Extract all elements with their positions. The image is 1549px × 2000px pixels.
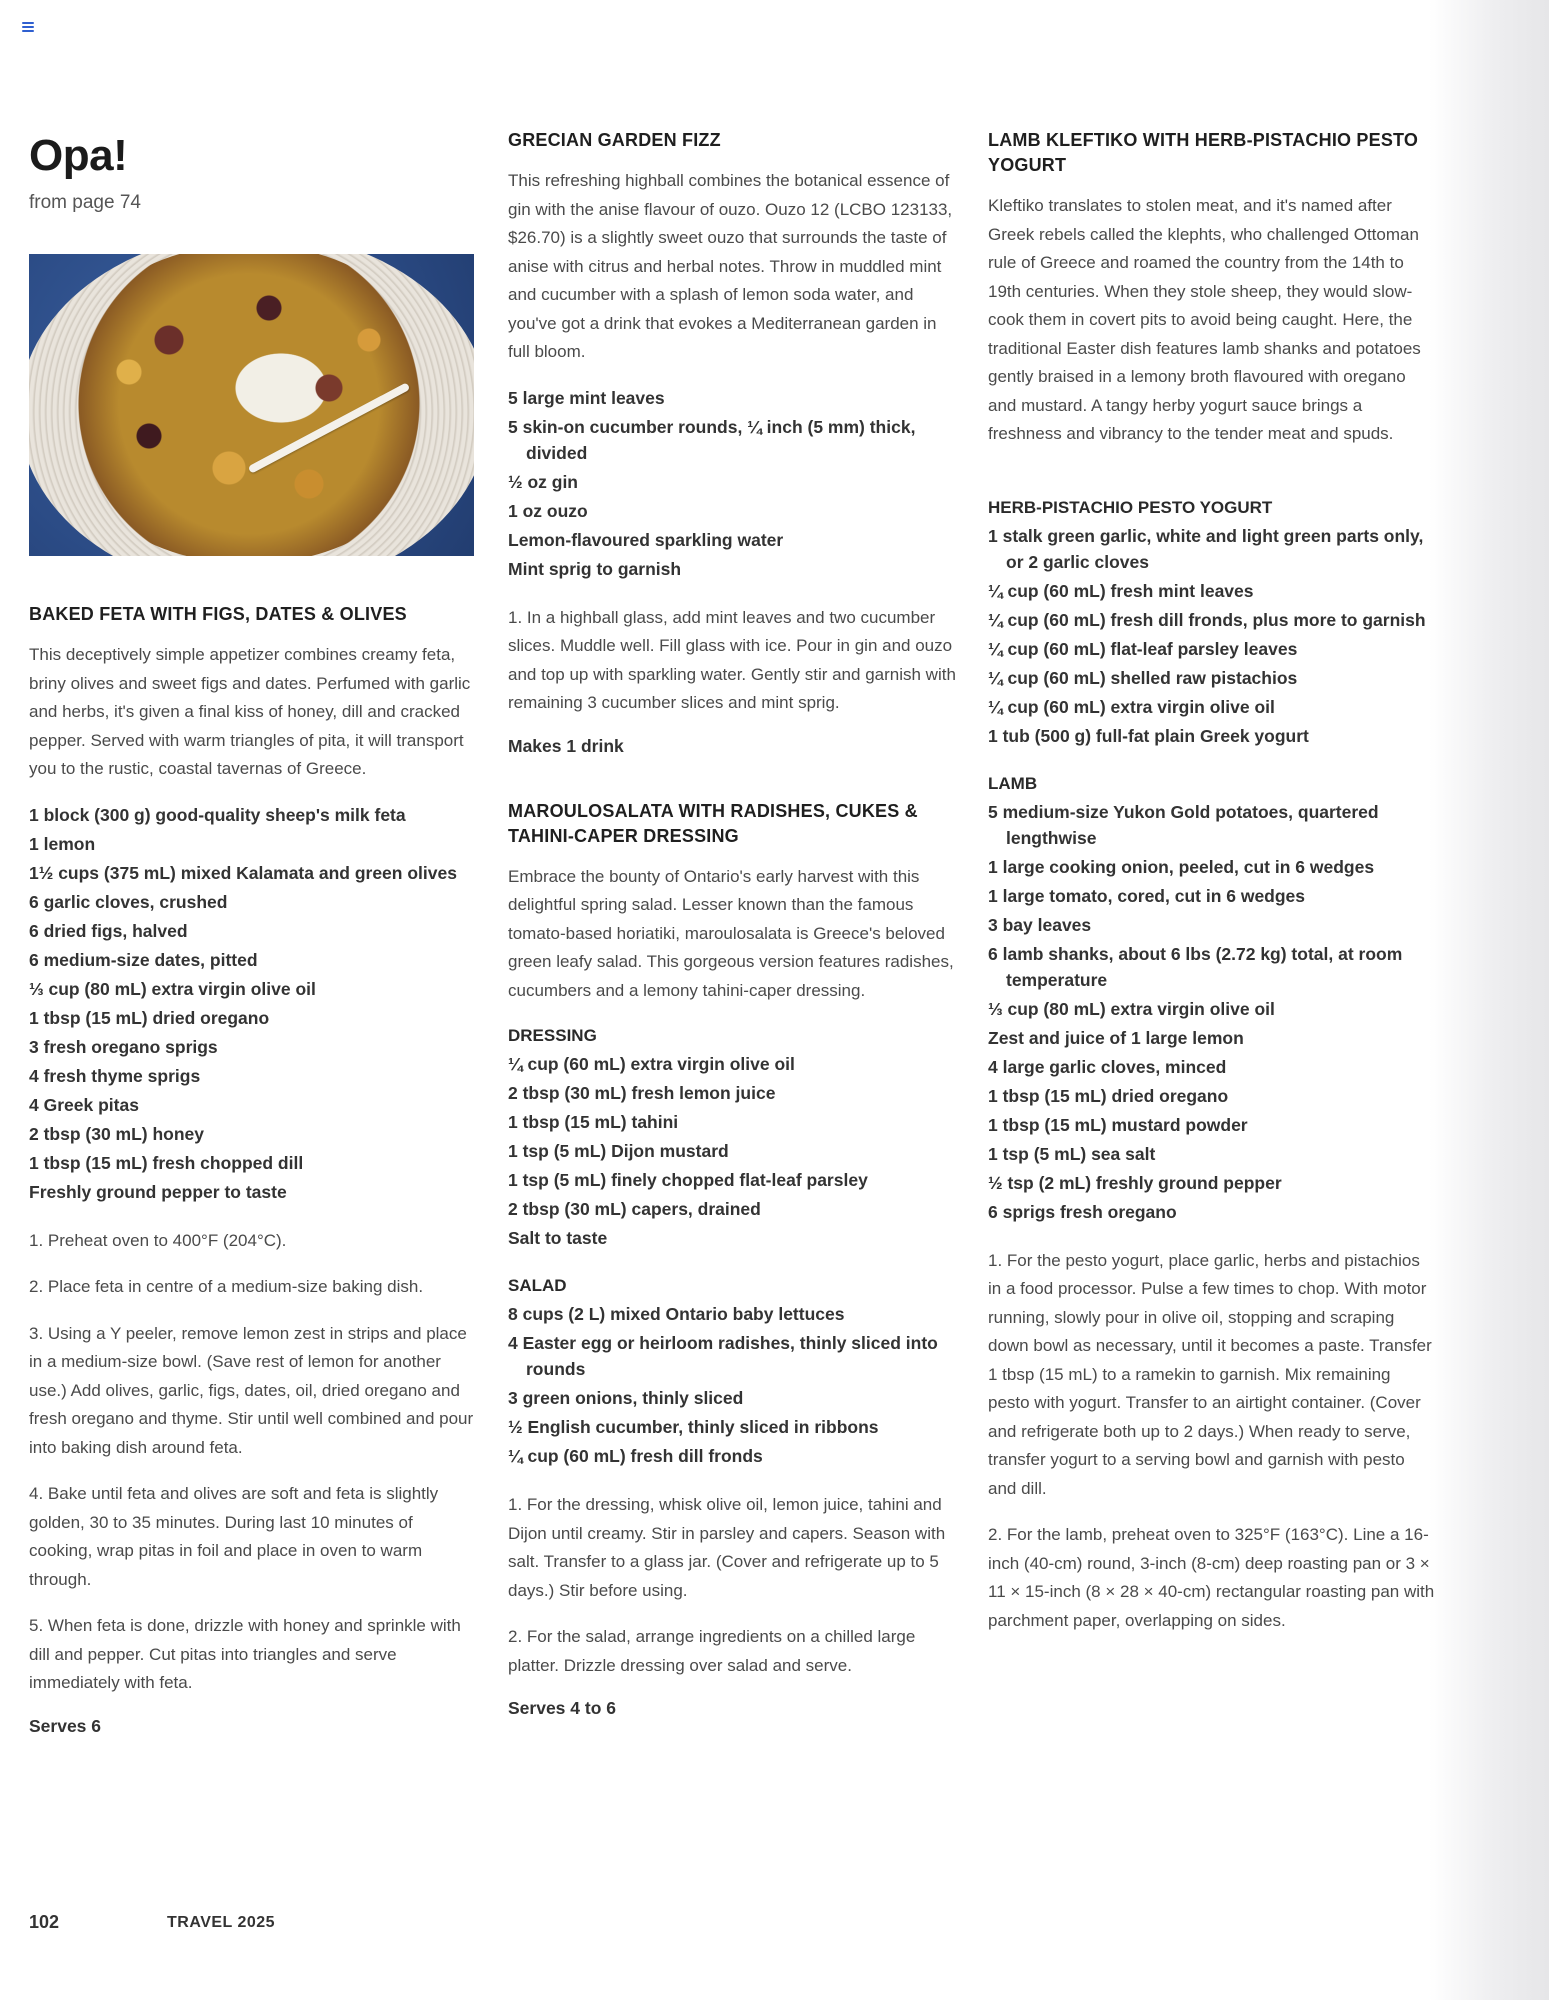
salad-subtitle: SALAD [508,1276,567,1295]
ingredient: 1 large tomato, cored, cut in 6 wedges [988,885,1306,906]
ingredient: 1 tbsp (15 mL) tahini [508,1112,679,1132]
salad-recipe-title: MAROULOSALATA WITH RADISHES, CUKES & TAHINI-CAPER DRESSING [508,800,918,846]
ingredient: 1 tsp (5 mL) Dijon mustard [508,1141,729,1161]
page-edge-shadow [1429,0,1549,2000]
salad-yield: Serves 4 to 6 [508,1698,616,1718]
ingredient: 1 tbsp (15 mL) dried oregano [29,1007,270,1028]
ingredient: ¼ cup (60 mL) flat-leaf parsley leaves [988,638,1298,659]
feta-ingredients [29,802,475,1205]
pesto-ingredients [988,523,1436,749]
page-footer [29,1912,276,1933]
ingredient: 1 tsp (5 mL) finely chopped flat-leaf parsley [508,1170,868,1190]
food-shape [49,254,449,556]
ingredient: 1 tbsp (15 mL) mustard powder [988,1114,1248,1135]
ingredient: ¼ cup (60 mL) shelled raw pistachios [988,667,1298,688]
page-number: 102 [29,1912,60,1932]
ingredient: ¼ cup (60 mL) extra virgin olive oil [508,1054,795,1074]
ingredient: Mint sprig to garnish [508,558,682,579]
ingredient: ⅓ cup (80 mL) extra virgin olive oil [988,998,1275,1019]
lamb-intro: Kleftiko translates to stolen meat, and it's named after Greek rebels called the klephts, who challenged Ottoman rule of Greece and roamed the country from the 14th to 19th centuries. When they stole sheep, they would slow-cook them in covert pits to avoid being caught. Here, the traditional Easter dish features lamb shanks and potatoes gently braised in a lemony broth flavoured with oregano and mustard. A tangy herby yogurt sauce brings a freshness and vibrancy to the tender meat and spuds. [988,196,1421,443]
ingredient: 1 stalk green garlic, white and light green parts only, or 2 garlic cloves [988,525,1424,572]
ingredient: 1 tbsp (15 mL) fresh chopped dill [29,1152,304,1173]
ingredient: 2 tbsp (30 mL) capers, drained [508,1199,761,1219]
ingredient: 1 large cooking onion, peeled, cut in 6 wedges [988,856,1375,877]
spacer [508,757,956,799]
baked-feta-dish-photo [29,254,474,556]
dressing-ingredients [508,1051,956,1251]
salad-intro: Embrace the bounty of Ontario's early harvest with this delightful spring salad. Lesser known than the famous tomato-based horiatiki, maroulosalata is Greece's beloved green leafy salad. This gorgeous version features radishes, cucumbers and a lemony tahini-caper dressing. [508,866,954,1000]
lamb-step: 1. For the pesto yogurt, place garlic, herbs and pistachios in a food processor. Pulse a few times to chop. With motor running, slowly pour in olive oil, stopping and scraping down bowl as necessary, until it becomes a paste. Transfer 1 tbsp (15 mL) to a ramekin to garnish. Mix remaining pesto with yogurt. Transfer to an airtight container. (Cover and refrigerate both up to 2 days.) When ready to serve, transfer yogurt to a serving bowl and garnish with pesto and dill. [988,1250,1432,1498]
ingredient: 1 tbsp (15 mL) dried oregano [988,1085,1229,1106]
salad-step: 2. For the salad, arrange ingredients on a chilled large platter. Drizzle dressing over salad and serve. [508,1627,916,1675]
spacer [988,467,1436,495]
ingredient: 1 tub (500 g) full-fat plain Greek yogurt [988,725,1309,746]
page-reference: from page 74 [29,192,141,213]
feta-step: 3. Using a Y peeler, remove lemon zest in strips and place in a medium-size bowl. (Save rest of lemon for another use.) Add olives, garlic, figs, dates, oil, dried oregano and fresh oregano and thyme. Stir until well combined and pour into baking dish around feta. [29,1323,474,1457]
feta-step: 5. When feta is done, drizzle with honey and sprinkle with dill and pepper. Cut pitas into triangles and serve immediately with feta. [29,1616,461,1692]
ingredient: Freshly ground pepper to taste [29,1181,287,1202]
fizz-intro: This refreshing highball combines the botanical essence of gin with the anise flavour of ouzo. Ouzo 12 (LCBO 123133, $26.70) is a slightly sweet ouzo that surrounds the taste of anise with citrus and herbal notes. Throw in muddled mint and cucumber with a splash of lemon soda water, and you've got a drink that evokes a Mediterranean garden in full bloom. [508,171,953,361]
ingredient: 2 tbsp (30 mL) fresh lemon juice [508,1083,776,1103]
ingredient: ¼ cup (60 mL) extra virgin olive oil [988,696,1275,717]
ingredient: ½ tsp (2 mL) freshly ground pepper [988,1172,1282,1193]
lamb-step: 2. For the lamb, preheat oven to 325°F (163°C). Line a 16-inch (40-cm) round, 3-inch (8-cm) deep roasting pan or 3 × 11 × 15-inch (8 × 28 × 40-cm) rectangular roasting pan with parchment paper, overlapping on sides. [988,1525,1435,1630]
ingredient: Salt to taste [508,1228,608,1248]
feta-intro: This deceptively simple appetizer combines creamy feta, briny olives and sweet figs and dates. Perfumed with garlic and herbs, it's given a final kiss of honey, dill and cracked pepper. Served with warm triangles of pita, it will transport you to the rustic, coastal tavernas of Greece. [29,645,471,778]
menu-icon[interactable] [22,22,34,32]
ingredient: 1 tsp (5 mL) sea salt [988,1143,1156,1164]
ingredient: ½ English cucumber, thinly sliced in ribbons [508,1417,879,1437]
ingredient: 4 Greek pitas [29,1094,139,1115]
issue-label: TRAVEL 2025 [167,1914,276,1931]
ingredient: 5 medium-size Yukon Gold potatoes, quartered lengthwise [988,801,1379,848]
feta-step: 2. Place feta in centre of a medium-size baking dish. [29,1277,424,1296]
ingredient: 1 block (300 g) good-quality sheep's milk feta [29,804,406,825]
ingredient: 6 lamb shanks, about 6 lbs (2.72 kg) total, at room temperature [988,943,1403,990]
ingredient: ½ oz gin [508,471,578,492]
fizz-step: 1. In a highball glass, add mint leaves and two cucumber slices. Muddle well. Fill glass with ice. Pour in gin and ouzo and top up with sparkling water. Gently stir and garnish with remaining 3 cucumber slices and mint sprig. [508,607,956,712]
ingredient: 4 large garlic cloves, minced [988,1056,1227,1077]
fizz-recipe-title: GRECIAN GARDEN FIZZ [508,130,721,150]
ingredient: 6 dried figs, halved [29,920,188,941]
lamb-ingredients [988,799,1436,1225]
ingredient: ¼ cup (60 mL) fresh dill fronds [508,1446,763,1466]
ingredient: Lemon-flavoured sparkling water [508,529,784,550]
ingredient: 6 garlic cloves, crushed [29,891,228,912]
ingredient: 3 fresh oregano sprigs [29,1036,218,1057]
ingredient: 4 fresh thyme sprigs [29,1065,201,1086]
ingredient: ¼ cup (60 mL) fresh dill fronds, plus more to garnish [988,609,1426,630]
pesto-subtitle: HERB-PISTACHIO PESTO YOGURT [988,497,1273,517]
ingredient: 1½ cups (375 mL) mixed Kalamata and green olives [29,862,457,883]
ingredient: 2 tbsp (30 mL) honey [29,1123,205,1144]
lamb-recipe-title: LAMB KLEFTIKO WITH HERB-PISTACHIO PESTO YOGURT [988,130,1419,175]
salad-step: 1. For the dressing, whisk olive oil, lemon juice, tahini and Dijon until creamy. Stir in parsley and capers. Season with salt. Transfer to a glass jar. (Cover and refrigerate up to 5 days.) Stir before using. [508,1495,946,1600]
fizz-ingredients [508,385,956,582]
ingredient: ⅓ cup (80 mL) extra virgin olive oil [29,978,316,999]
column-right [988,128,1436,1653]
ingredient: Zest and juice of 1 large lemon [988,1027,1244,1048]
ingredient: 5 large mint leaves [508,387,665,408]
ingredient: 3 bay leaves [988,914,1092,935]
ingredient: 6 sprigs fresh oregano [988,1201,1177,1222]
fizz-yield: Makes 1 drink [508,735,624,756]
page-title: Opa! [29,131,128,180]
ingredient: 6 medium-size dates, pitted [29,949,258,970]
ingredient: 5 skin-on cucumber rounds, ¼ inch (5 mm) thick, divided [508,416,916,463]
dressing-subtitle: DRESSING [508,1026,597,1045]
ingredient: ¼ cup (60 mL) fresh mint leaves [988,580,1254,601]
feta-step: 1. Preheat oven to 400°F (204°C). [29,1230,287,1250]
salad-ingredients [508,1301,956,1469]
lamb-subtitle: LAMB [988,773,1038,793]
feta-recipe-title: BAKED FETA WITH FIGS, DATES & OLIVES [29,604,407,624]
column-left [29,128,475,1737]
ingredient: 8 cups (2 L) mixed Ontario baby lettuces [508,1304,845,1324]
ingredient: 4 Easter egg or heirloom radishes, thinly sliced into rounds [508,1333,938,1379]
ingredient: 1 lemon [29,833,96,854]
column-middle [508,128,956,1719]
ingredient: 3 green onions, thinly sliced [508,1388,744,1408]
ingredient: 1 oz ouzo [508,500,588,521]
feta-step: 4. Bake until feta and olives are soft and feta is slightly golden, 30 to 35 minutes. During last 10 minutes of cooking, wrap pitas in foil and place in oven to warm through. [29,1484,439,1589]
feta-yield: Serves 6 [29,1715,102,1736]
